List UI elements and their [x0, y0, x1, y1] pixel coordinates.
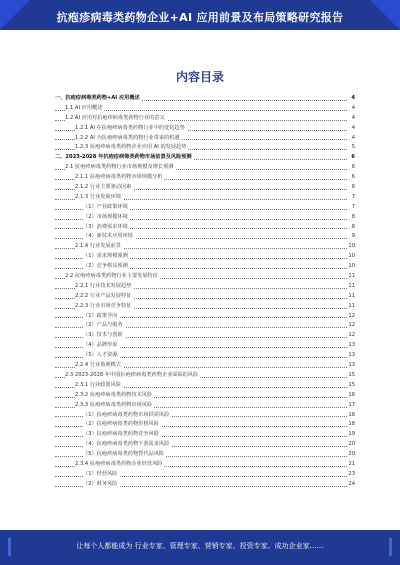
toc-entry[interactable]	[55, 430, 355, 440]
toc-entry-text: 1.1 AI 应用概述	[65, 104, 103, 111]
toc-entry[interactable]	[55, 193, 355, 203]
toc-entry-page: 18	[348, 420, 355, 430]
toc-entry-text: 1.2.2 AI 为抗疱疹病毒类药物行业带来的机遇	[75, 134, 180, 141]
toc-entry-page: 6	[348, 163, 355, 173]
toc-entry-page: 8	[348, 223, 355, 233]
toc-entry[interactable]	[55, 361, 355, 371]
toc-entry[interactable]	[55, 420, 355, 430]
toc-entry-text: 2.3.1 行业政策风险	[75, 381, 121, 388]
toc-entry-page: 10	[348, 242, 355, 252]
toc-entry-text: 2.3.2 抗疱疹病毒类药物技术风险	[75, 391, 153, 398]
toc-entry-text: 2.3.4 抗疱疹病毒类药物企业经营风险	[75, 460, 163, 467]
toc-entry-text: （2）抗疱疹病毒类药物价格风险	[83, 421, 159, 428]
toc-entry[interactable]	[55, 331, 355, 341]
toc-entry-page: 10	[348, 262, 355, 272]
toc-entry-page: 20	[348, 450, 355, 460]
toc-entry-text: （5）抗疱疹病毒类药物替代品风险	[83, 451, 165, 458]
toc-entry-text: （5）人才资源	[83, 352, 118, 359]
toc-entry-text: （2）财务风险	[83, 480, 118, 487]
toc-entry-text: 2.1.1 抗疱疹病毒类药物市场规模分析	[75, 174, 163, 181]
toc-entry-page: 18	[348, 411, 355, 421]
toc-entry-page: 7	[348, 193, 355, 203]
toc-entry[interactable]	[55, 262, 355, 272]
toc-entry[interactable]	[55, 232, 355, 242]
toc-entry[interactable]	[55, 94, 355, 104]
toc-entry-text: 2.2.1 行业技术发展趋势	[75, 282, 132, 289]
toc-entry-text: 2.2.3 行业市场竞争特征	[75, 302, 132, 309]
toc-entry-text: 2.2 抗疱疹病毒类药物行业主要发展特征	[65, 273, 158, 280]
toc-entry[interactable]	[55, 183, 355, 193]
toc-entry-text: （3）技术与创新	[83, 332, 123, 339]
toc-entry[interactable]	[55, 104, 355, 114]
toc-entry-text: （1）需求规模预测	[83, 253, 128, 260]
toc-entry[interactable]	[55, 134, 355, 144]
toc-entry[interactable]	[55, 470, 355, 480]
toc-entry-text: 2.3.3 抗疱疹病毒类药物市场风险	[75, 401, 153, 408]
toc-entry[interactable]	[55, 302, 355, 312]
toc-entry-text: （4）品牌形象	[83, 342, 118, 349]
toc-entry-page: 24	[348, 480, 355, 490]
toc-entry-page: 4	[348, 94, 355, 104]
toc-entry[interactable]	[55, 450, 355, 460]
toc-entry-page: 11	[348, 292, 355, 302]
toc-entry[interactable]	[55, 351, 355, 361]
toc-entry-page: 6	[348, 153, 355, 163]
toc-entry-page: 21	[348, 460, 355, 470]
table-of-contents	[55, 94, 355, 490]
toc-entry[interactable]	[55, 460, 355, 470]
toc-entry-page: 5	[348, 143, 355, 153]
toc-entry-text: 1.2.1 AI 在抗疱疹病毒类药物行业中的变化趋势	[75, 124, 185, 131]
toc-entry-text: 1.2 AI 应用对抗疱疹病毒类药物行业的意义	[65, 114, 165, 121]
toc-entry[interactable]	[55, 242, 355, 252]
toc-entry-text: 2.1.2 行业主要驱动因素	[75, 184, 132, 191]
toc-entry-page: 4	[348, 124, 355, 134]
toc-entry[interactable]	[55, 391, 355, 401]
toc-entry-page: 9	[348, 232, 355, 242]
toc-entry-page: 16	[348, 391, 355, 401]
toc-entry[interactable]	[55, 163, 355, 173]
toc-entry-page: 11	[348, 302, 355, 312]
toc-entry-text: （2）市场规模环境	[83, 213, 128, 220]
toc-entry[interactable]	[55, 223, 355, 233]
toc-entry-page: 13	[348, 341, 355, 351]
toc-entry[interactable]	[55, 213, 355, 223]
toc-entry-text: 2.1.3 行业发展环境	[75, 193, 121, 200]
toc-entry-text: 2.1.4 行业发展前景	[75, 243, 121, 250]
toc-entry-text: 二、2023-2028 年抗疱疹病毒类药物市场前景及风险预测	[55, 154, 192, 161]
toc-entry-page: 23	[348, 470, 355, 480]
toc-entry-page: 12	[348, 331, 355, 341]
toc-entry[interactable]	[55, 401, 355, 411]
toc-entry[interactable]	[55, 321, 355, 331]
toc-entry[interactable]	[55, 312, 355, 322]
toc-entry[interactable]	[55, 143, 355, 153]
toc-entry-text: （2）产品与服务	[83, 322, 123, 329]
toc-entry-page: 20	[348, 440, 355, 450]
report-title: 抗疱疹病毒类药物企业+AI 应用前景及布局策略研究报告	[56, 11, 344, 24]
toc-entry[interactable]	[55, 124, 355, 134]
toc-entry[interactable]	[55, 153, 355, 163]
toc-entry-page: 4	[348, 134, 355, 144]
toc-entry-text: （1）经营风险	[83, 470, 118, 477]
toc-entry[interactable]	[55, 341, 355, 351]
toc-entry-page: 10	[348, 252, 355, 262]
toc-entry-text: （4）新技术应用环境	[83, 233, 133, 240]
toc-entry-page: 8	[348, 213, 355, 223]
toc-entry-text: 2.2.2 行业产品发展特征	[75, 292, 132, 299]
toc-entry[interactable]	[55, 114, 355, 124]
toc-entry-text: （3）消费需求环境	[83, 223, 128, 230]
toc-entry[interactable]	[55, 292, 355, 302]
toc-entry-page: 6	[348, 173, 355, 183]
toc-entry[interactable]	[55, 381, 355, 391]
toc-entry-page: 12	[348, 321, 355, 331]
toc-entry-page: 7	[348, 203, 355, 213]
toc-entry-page: 13	[348, 361, 355, 371]
toc-entry-text: （1）政策导向	[83, 312, 118, 319]
toc-entry-page: 15	[348, 381, 355, 391]
header-banner	[0, 0, 400, 30]
toc-entry-page: 15	[348, 371, 355, 381]
toc-entry-text: 一、抗疱疹病毒类药物+AI 应用概述	[55, 95, 140, 101]
toc-entry-page: 4	[348, 114, 355, 124]
toc-entry-text: （2）竞争格局预测	[83, 263, 128, 270]
footer-slogan: 让每个人都能成为 行业专家、管理专家、营销专家、投资专家、成功企业家……	[76, 542, 324, 550]
toc-entry[interactable]	[55, 173, 355, 183]
toc-entry-page: 4	[348, 104, 355, 114]
toc-entry-text: 2.1 抗疱疹病毒类药物行业市场规模及增长预测	[65, 164, 174, 171]
toc-entry-page: 13	[348, 351, 355, 361]
toc-entry[interactable]	[55, 203, 355, 213]
toc-entry-text: 1.2.3 抗疱疹病毒类药物企业应用 AI 的发展趋势	[75, 144, 187, 151]
toc-entry-page: 6	[348, 183, 355, 193]
toc-entry[interactable]	[55, 411, 355, 421]
toc-entry[interactable]	[55, 272, 355, 282]
toc-entry-text: 2.2.4 行业盈利模式	[75, 362, 121, 369]
toc-entry-text: （3）抗疱疹病毒类药物竞争风险	[83, 431, 159, 438]
toc-entry-page: 19	[348, 430, 355, 440]
toc-entry-text: （4）抗疱疹病毒类药物下游需求风险	[83, 441, 170, 448]
toc-entry-text: （1）抗疱疹病毒类药物市场供需风险	[83, 411, 170, 418]
toc-entry-page: 17	[348, 401, 355, 411]
footer-banner	[0, 530, 400, 565]
toc-entry-page: 12	[348, 312, 355, 322]
toc-entry-page: 11	[348, 282, 355, 292]
toc-entry[interactable]	[55, 252, 355, 262]
toc-entry[interactable]	[55, 282, 355, 292]
toc-entry-page: 11	[348, 272, 355, 282]
toc-title: 内容目录	[175, 70, 224, 84]
toc-entry[interactable]	[55, 440, 355, 450]
toc-entry[interactable]	[55, 480, 355, 490]
toc-entry[interactable]	[55, 371, 355, 381]
toc-entry-text: 2.3 2023-2028 年中国抗疱疹病毒类药物企业面临的风险	[65, 371, 199, 378]
toc-entry-text: （1）产业政策环境	[83, 203, 128, 210]
